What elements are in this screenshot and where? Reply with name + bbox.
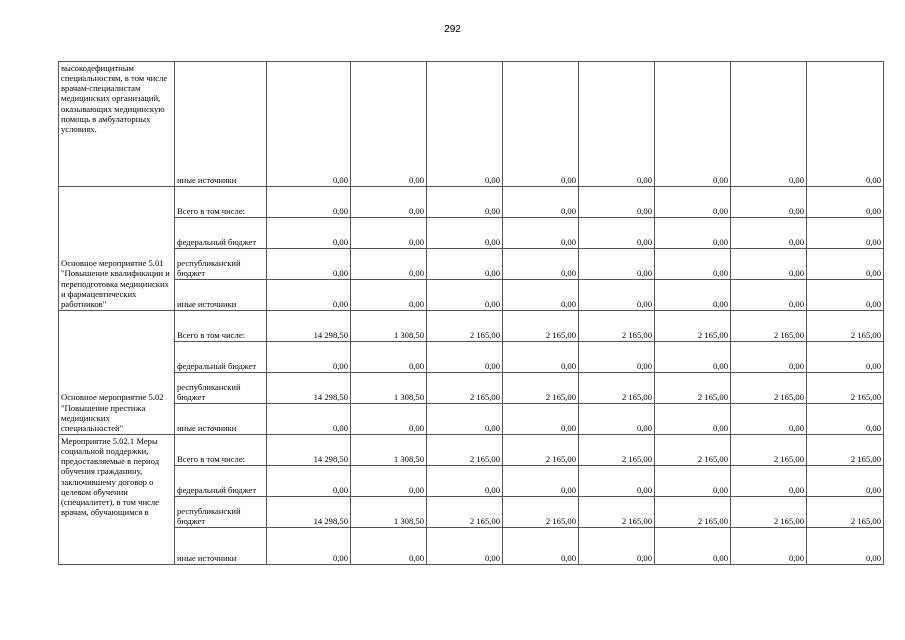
amount-cell: 2 165,00: [807, 435, 884, 466]
amount-cell: 0,00: [427, 466, 503, 497]
amount-cell: 0,00: [351, 528, 427, 565]
amount-cell: 0,00: [503, 404, 579, 435]
amount-cell: 0,00: [427, 342, 503, 373]
measure-name-cell: Мероприятие 5.02.1 Меры социальной поддержки, предоставляемые в период обучения гражданину, заключившему договор о целевом обучении (специалитет), в том числе врачам, обучающимся в: [59, 435, 175, 565]
amount-cell: 0,00: [579, 218, 655, 249]
amount-cell: 2 165,00: [807, 373, 884, 404]
amount-cell: 0,00: [579, 187, 655, 218]
table-row: [59, 404, 884, 435]
measure-name-cell: Основное мероприятие 5.02 "Повышение престижа медицинских специальностей": [59, 311, 175, 435]
amount-cell: 0,00: [579, 528, 655, 565]
amount-cell: 0,00: [807, 249, 884, 280]
amount-cell: 0,00: [807, 466, 884, 497]
amount-cell: 0,00: [427, 404, 503, 435]
table-row: [59, 218, 884, 249]
amount-cell: 0,00: [655, 280, 731, 311]
amount-cell: 0,00: [731, 528, 807, 565]
amount-cell: 2 165,00: [807, 311, 884, 342]
amount-cell: 0,00: [427, 187, 503, 218]
amount-cell: 0,00: [427, 62, 503, 187]
amount-cell: 0,00: [503, 466, 579, 497]
amount-cell: 0,00: [427, 280, 503, 311]
amount-cell: 0,00: [267, 466, 351, 497]
amount-cell: 2 165,00: [503, 435, 579, 466]
amount-cell: 0,00: [503, 187, 579, 218]
amount-cell: 2 165,00: [579, 497, 655, 528]
table-row: [59, 373, 884, 404]
amount-cell: 0,00: [731, 342, 807, 373]
amount-cell: 1 308,50: [351, 373, 427, 404]
amount-cell: 0,00: [731, 249, 807, 280]
amount-cell: 2 165,00: [579, 311, 655, 342]
amount-cell: 0,00: [655, 466, 731, 497]
budget-table-body: [59, 62, 884, 565]
amount-cell: 0,00: [655, 218, 731, 249]
amount-cell: 2 165,00: [579, 435, 655, 466]
table-row: [59, 528, 884, 565]
page-number: 292: [444, 24, 461, 35]
amount-cell: 0,00: [731, 404, 807, 435]
amount-cell: 0,00: [731, 466, 807, 497]
amount-cell: 0,00: [807, 218, 884, 249]
amount-cell: 1 308,50: [351, 497, 427, 528]
amount-cell: 0,00: [351, 62, 427, 187]
amount-cell: 0,00: [579, 280, 655, 311]
table-row: [59, 311, 884, 342]
funding-source-cell: иные источники: [175, 62, 267, 187]
amount-cell: 0,00: [351, 249, 427, 280]
amount-cell: 2 165,00: [503, 311, 579, 342]
amount-cell: 0,00: [267, 280, 351, 311]
amount-cell: 0,00: [655, 404, 731, 435]
amount-cell: 2 165,00: [427, 311, 503, 342]
funding-source-cell: республиканский бюджет: [175, 249, 267, 280]
amount-cell: 0,00: [655, 249, 731, 280]
amount-cell: 2 165,00: [655, 373, 731, 404]
amount-cell: 0,00: [807, 404, 884, 435]
amount-cell: 2 165,00: [503, 497, 579, 528]
amount-cell: 1 308,50: [351, 311, 427, 342]
funding-source-cell: федеральный бюджет: [175, 466, 267, 497]
amount-cell: 0,00: [351, 466, 427, 497]
amount-cell: 0,00: [807, 187, 884, 218]
amount-cell: 0,00: [807, 62, 884, 187]
amount-cell: 0,00: [267, 62, 351, 187]
measure-name-cell: Основное мероприятие 5.01 "Повышение квалификации и переподготовка медицинских и фармацевтических работников": [59, 187, 175, 311]
funding-source-cell: иные источники: [175, 404, 267, 435]
table-row: [59, 435, 884, 466]
amount-cell: 0,00: [267, 404, 351, 435]
amount-cell: 0,00: [579, 342, 655, 373]
amount-cell: 0,00: [579, 249, 655, 280]
amount-cell: 0,00: [427, 528, 503, 565]
amount-cell: 2 165,00: [731, 373, 807, 404]
amount-cell: 0,00: [267, 528, 351, 565]
amount-cell: 14 298,50: [267, 373, 351, 404]
amount-cell: 0,00: [351, 342, 427, 373]
amount-cell: 2 165,00: [731, 311, 807, 342]
amount-cell: 14 298,50: [267, 497, 351, 528]
amount-cell: 2 165,00: [731, 435, 807, 466]
table-row: [59, 342, 884, 373]
table-row: [59, 466, 884, 497]
amount-cell: 1 308,50: [351, 435, 427, 466]
amount-cell: 2 165,00: [427, 497, 503, 528]
amount-cell: 0,00: [807, 528, 884, 565]
amount-cell: 0,00: [807, 342, 884, 373]
funding-source-cell: республиканский бюджет: [175, 373, 267, 404]
amount-cell: 0,00: [267, 342, 351, 373]
table-row: [59, 187, 884, 218]
amount-cell: 0,00: [731, 62, 807, 187]
amount-cell: 0,00: [655, 528, 731, 565]
amount-cell: 0,00: [579, 466, 655, 497]
amount-cell: 2 165,00: [655, 435, 731, 466]
amount-cell: 2 165,00: [655, 311, 731, 342]
amount-cell: 0,00: [351, 280, 427, 311]
amount-cell: 0,00: [503, 249, 579, 280]
amount-cell: 0,00: [731, 218, 807, 249]
amount-cell: 2 165,00: [503, 373, 579, 404]
funding-source-cell: иные источники: [175, 528, 267, 565]
table-row: [59, 62, 884, 187]
amount-cell: 2 165,00: [807, 497, 884, 528]
measure-name-cell: высокодефицитным специальностям, в том числе врачам-специалистам медицинских организаций, оказывающих медицинскую помощь в амбулаторных условиях.: [59, 62, 175, 187]
amount-cell: 14 298,50: [267, 435, 351, 466]
funding-source-cell: федеральный бюджет: [175, 218, 267, 249]
amount-cell: 0,00: [427, 218, 503, 249]
amount-cell: 0,00: [427, 249, 503, 280]
funding-source-cell: Всего в том числе:: [175, 187, 267, 218]
amount-cell: 0,00: [503, 280, 579, 311]
amount-cell: 14 298,50: [267, 311, 351, 342]
table-row: [59, 249, 884, 280]
amount-cell: 0,00: [351, 218, 427, 249]
amount-cell: 2 165,00: [427, 373, 503, 404]
amount-cell: 0,00: [731, 187, 807, 218]
amount-cell: 0,00: [579, 62, 655, 187]
table-row: [59, 497, 884, 528]
amount-cell: 0,00: [267, 249, 351, 280]
funding-source-cell: федеральный бюджет: [175, 342, 267, 373]
amount-cell: 0,00: [351, 404, 427, 435]
funding-source-cell: республиканский бюджет: [175, 497, 267, 528]
amount-cell: 0,00: [351, 187, 427, 218]
amount-cell: 0,00: [655, 342, 731, 373]
funding-source-cell: иные источники: [175, 280, 267, 311]
funding-source-cell: Всего в том числе:: [175, 435, 267, 466]
amount-cell: 0,00: [655, 62, 731, 187]
amount-cell: 2 165,00: [427, 435, 503, 466]
amount-cell: 0,00: [579, 404, 655, 435]
funding-source-cell: Всего в том числе:: [175, 311, 267, 342]
amount-cell: 0,00: [503, 62, 579, 187]
amount-cell: 0,00: [503, 218, 579, 249]
amount-cell: 0,00: [655, 187, 731, 218]
amount-cell: 2 165,00: [731, 497, 807, 528]
budget-table: [58, 61, 884, 565]
amount-cell: 0,00: [503, 342, 579, 373]
amount-cell: 0,00: [503, 528, 579, 565]
amount-cell: 0,00: [731, 280, 807, 311]
amount-cell: 2 165,00: [655, 497, 731, 528]
table-row: [59, 280, 884, 311]
amount-cell: 0,00: [267, 187, 351, 218]
amount-cell: 0,00: [267, 218, 351, 249]
amount-cell: 2 165,00: [579, 373, 655, 404]
amount-cell: 0,00: [807, 280, 884, 311]
